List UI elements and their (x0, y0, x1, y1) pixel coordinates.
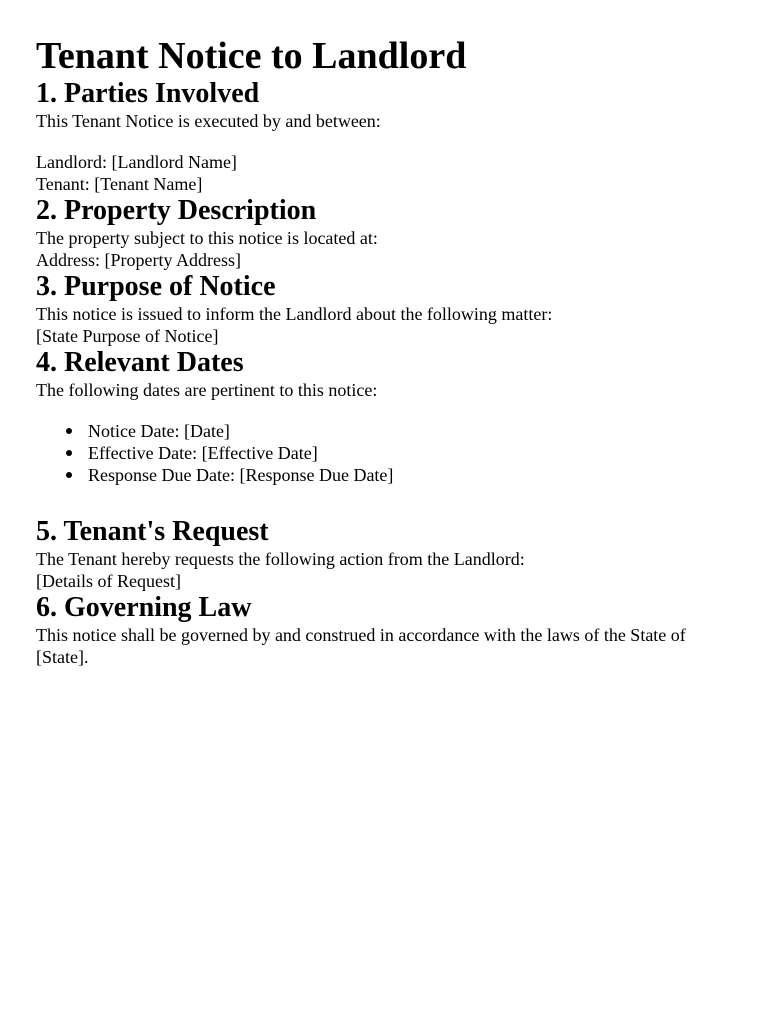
section-heading-purpose: 3. Purpose of Notice (36, 271, 276, 302)
governing-law-text: This notice shall be governed by and construed in accordance with the laws of the State of [State]. (36, 625, 686, 667)
effective-date: Effective Date: [Effective Date] (88, 443, 318, 463)
section-heading-request: 5. Tenant's Request (36, 516, 269, 547)
property-address: Address: [Property Address] (36, 250, 241, 270)
section-heading-property: 2. Property Description (36, 195, 317, 226)
section-heading-law: 6. Governing Law (36, 592, 252, 623)
list-item (88, 464, 734, 486)
response-due-date: Response Due Date: [Response Due Date] (88, 465, 394, 485)
bullet-icon (66, 428, 72, 434)
section-intro-property: The property subject to this notice is located at: (36, 228, 378, 248)
section-intro-purpose: This notice is issued to inform the Landlord about the following matter: (36, 304, 553, 324)
landlord-line: Landlord: [Landlord Name] (36, 152, 237, 172)
bullet-icon (66, 450, 72, 456)
purpose-detail: [State Purpose of Notice] (36, 326, 219, 346)
section-heading-dates: 4. Relevant Dates (36, 347, 244, 378)
request-detail: [Details of Request] (36, 571, 181, 591)
list-item (88, 442, 734, 464)
bullet-icon (66, 472, 72, 478)
section-intro-parties: This Tenant Notice is executed by and between: (36, 111, 381, 131)
dates-list (36, 420, 734, 486)
list-item (88, 420, 734, 442)
notice-date: Notice Date: [Date] (88, 421, 230, 441)
tenant-line: Tenant: [Tenant Name] (36, 174, 203, 194)
section-intro-dates: The following dates are pertinent to this notice: (36, 380, 378, 400)
section-heading-parties: 1. Parties Involved (36, 78, 260, 109)
section-intro-request: The Tenant hereby requests the following action from the Landlord: (36, 549, 525, 569)
parties-block (36, 151, 734, 195)
document-title: Tenant Notice to Landlord (36, 35, 467, 77)
